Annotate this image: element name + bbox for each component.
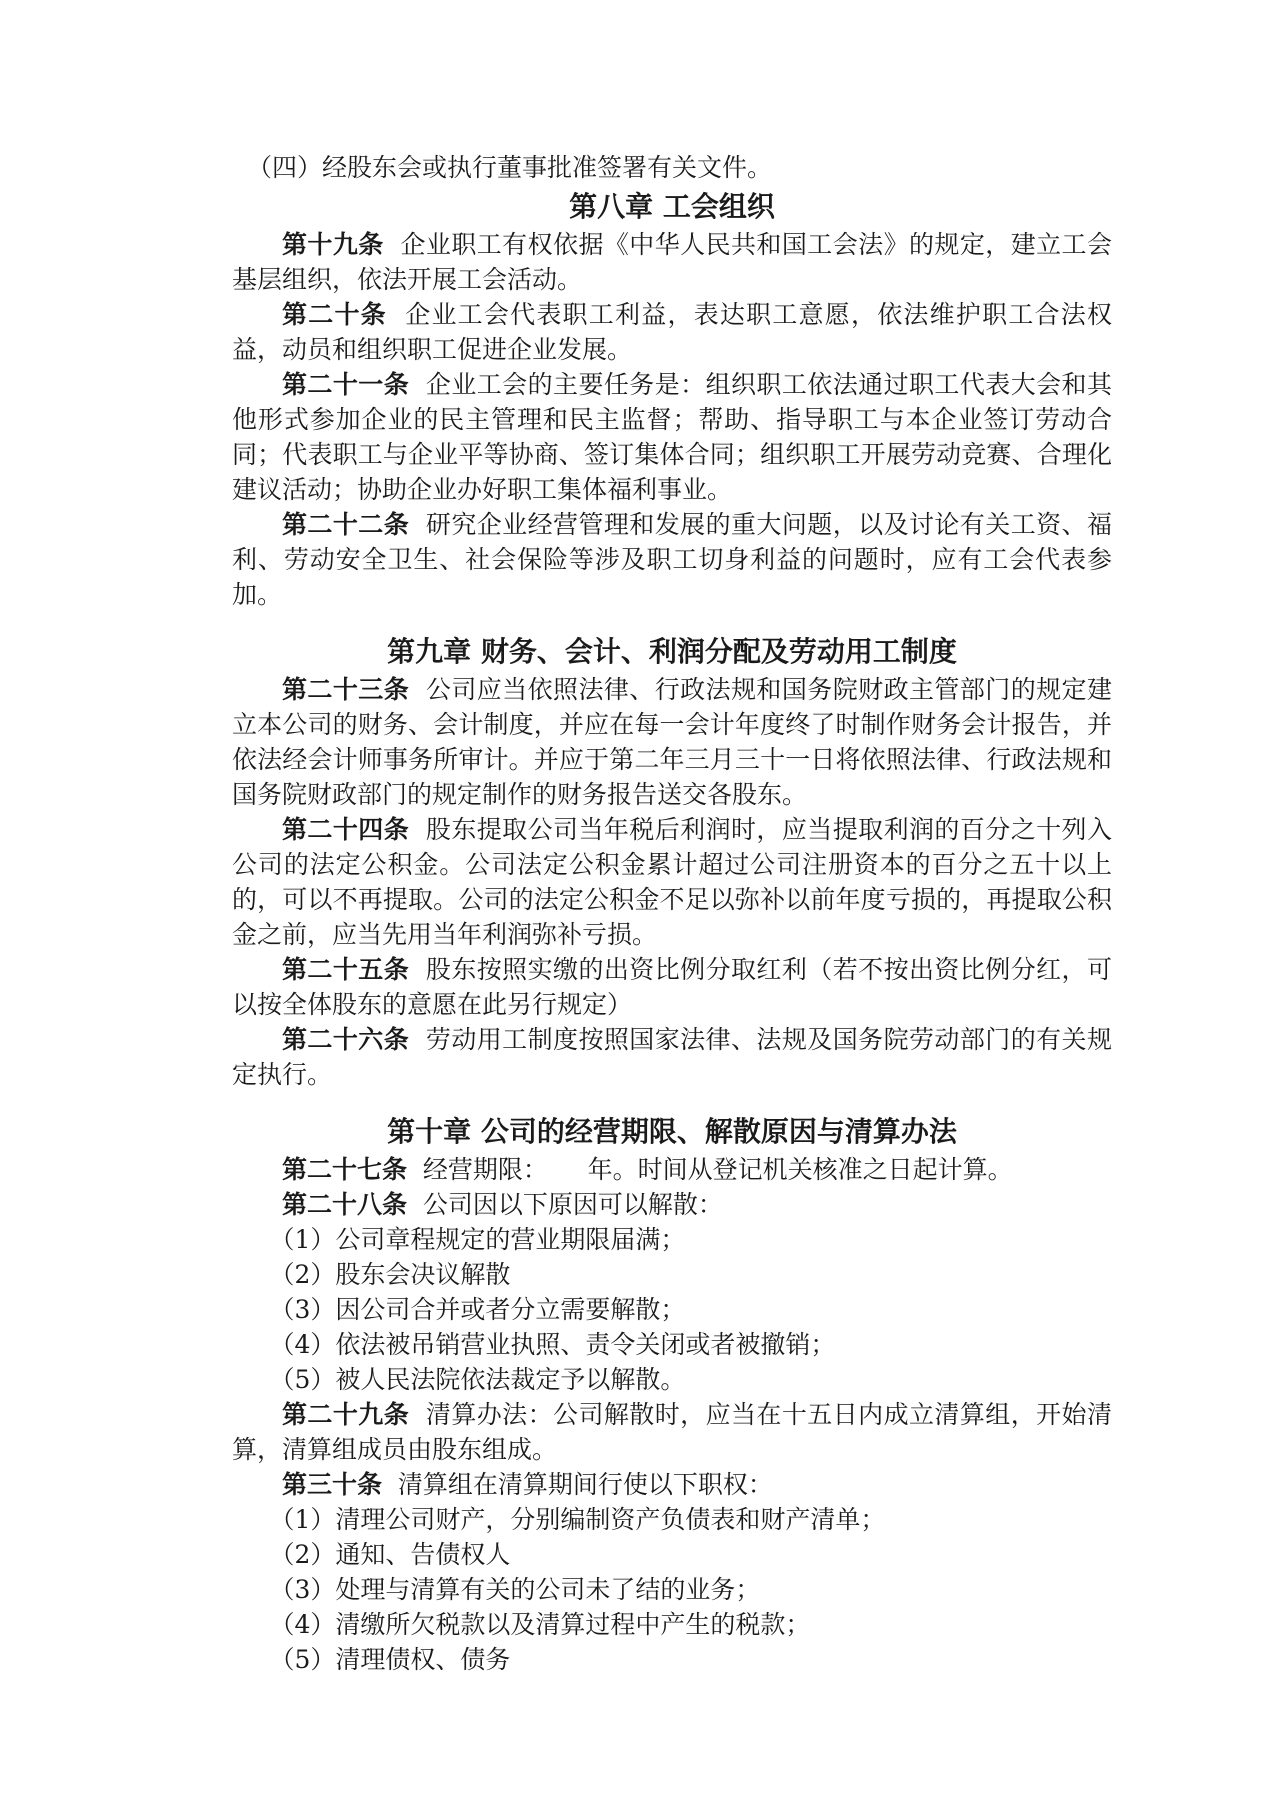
list-item: （5）被人民法院依法裁定予以解散。 <box>269 1365 686 1394</box>
article-24 <box>232 812 1112 952</box>
article-30 <box>232 1467 1112 1502</box>
article-heading: 第十九条 <box>282 230 384 259</box>
list-item: （2）股东会决议解散 <box>269 1260 511 1289</box>
article-heading: 第二十九条 <box>282 1400 410 1429</box>
article-27 <box>232 1152 1112 1187</box>
article-heading: 第三十条 <box>282 1470 383 1499</box>
article-heading: 第二十二条 <box>282 510 410 539</box>
chapter-10-title: 第十章 公司的经营期限、解散原因与清算办法 <box>387 1115 957 1148</box>
preface-item: （四）经股东会或执行董事批准签署有关文件。 <box>247 153 773 182</box>
list-item: （3）因公司合并或者分立需要解散； <box>269 1295 686 1324</box>
article-body: 研究企业经营管理和发展的重大问题，以及讨论有关工资、福利、劳动安全卫生、社会保险等涉及职工切身利益的问题时，应有工会代表参加。 <box>232 510 1112 609</box>
article-body: 股东提取公司当年税后利润时，应当提取利润的百分之十列入公司的法定公积金。公司法定公积金累计超过公司注册资本的百分之五十以上的，可以不再提取。公司的法定公积金不足以弥补以前年度亏损的，再提取公积金之前，应当先用当年利润弥补亏损。 <box>232 815 1112 949</box>
article-body: 清算组在清算期间行使以下职权： <box>397 1470 773 1499</box>
chapter-8-title: 第八章 工会组织 <box>569 190 775 223</box>
article-body: 公司因以下原因可以解散： <box>422 1190 723 1219</box>
article-20 <box>232 297 1112 367</box>
article-heading: 第二十六条 <box>282 1025 410 1054</box>
article-heading: 第二十三条 <box>282 675 410 704</box>
article-body: 清算办法：公司解散时，应当在十五日内成立清算组，开始清算，清算组成员由股东组成。 <box>232 1400 1112 1464</box>
article-28 <box>232 1187 1112 1222</box>
article-heading: 第二十七条 <box>282 1155 408 1184</box>
article-body: 企业工会的主要任务是：组织职工依法通过职工代表大会和其他形式参加企业的民主管理和民主监督；帮助、指导职工与本企业签订劳动合同；代表职工与企业平等协商、签订集体合同；组织职工开展劳动竞赛、合理化建议活动；协助企业办好职工集体福利事业。 <box>232 370 1112 504</box>
list-item: （5）清理债权、债务 <box>269 1645 511 1674</box>
article-25 <box>232 952 1112 1022</box>
article-19 <box>232 227 1112 297</box>
list-item: （1）清理公司财产，分别编制资产负债表和财产清单； <box>269 1505 886 1534</box>
article-heading: 第二十八条 <box>282 1190 408 1219</box>
list-item: （4）依法被吊销营业执照、责令关闭或者被撤销； <box>269 1330 836 1359</box>
article-23 <box>232 672 1112 812</box>
article-body: 劳动用工制度按照国家法律、法规及国务院劳动部门的有关规定执行。 <box>232 1025 1112 1089</box>
article-body: 股东按照实缴的出资比例分取红利（若不按出资比例分红，可以按全体股东的意愿在此另行规定） <box>232 955 1112 1019</box>
list-item: （2）通知、告债权人 <box>269 1540 511 1569</box>
article-21 <box>232 367 1112 507</box>
chapter-9-title: 第九章 财务、会计、利润分配及劳动用工制度 <box>387 635 957 668</box>
article-body: 经营期限： 年。时间从登记机关核准之日起计算。 <box>422 1155 1013 1184</box>
article-heading: 第二十一条 <box>282 370 410 399</box>
document-page <box>232 150 1112 1677</box>
article-22 <box>232 507 1112 612</box>
article-26 <box>232 1022 1112 1092</box>
list-item: （3）处理与清算有关的公司未了结的业务； <box>269 1575 761 1604</box>
article-heading: 第二十条 <box>282 300 387 329</box>
list-item: （4）清缴所欠税款以及清算过程中产生的税款； <box>269 1610 811 1639</box>
article-body: 企业工会代表职工利益，表达职工意愿，依法维护职工合法权益，动员和组织职工促进企业发展。 <box>232 300 1112 364</box>
list-item: （1）公司章程规定的营业期限届满； <box>269 1225 686 1254</box>
article-body: 公司应当依照法律、行政法规和国务院财政主管部门的规定建立本公司的财务、会计制度，并应在每一会计年度终了时制作财务会计报告，并依法经会计师事务所审计。并应于第二年三月三十一日将依照法律、行政法规和国务院财政部门的规定制作的财务报告送交各股东。 <box>232 675 1112 809</box>
article-heading: 第二十五条 <box>282 955 410 984</box>
article-body: 企业职工有权依据《中华人民共和国工会法》的规定，建立工会基层组织，依法开展工会活动。 <box>232 230 1112 294</box>
article-29 <box>232 1397 1112 1467</box>
article-heading: 第二十四条 <box>282 815 410 844</box>
